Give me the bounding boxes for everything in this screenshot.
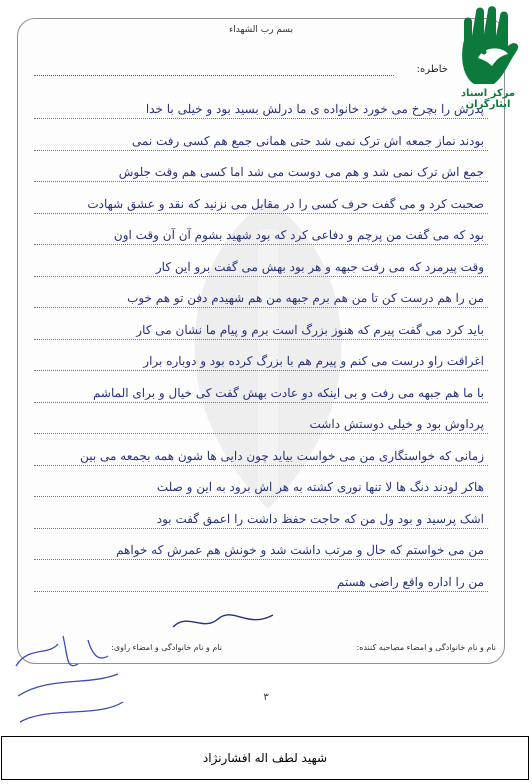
handwritten-line: وقت پیرمرد که می رفت جبهه و هر بود بهش می گفت برو این کار (155, 259, 484, 274)
handwritten-line: صحبت کرد و می گفت حرف کسی را در مقابل می نزنید که نقد و عشق شهادت (87, 196, 484, 211)
memory-field-dotted-line (34, 75, 394, 76)
handwritten-line: پدرش را بچرخ می خورد خانواده ی ما درلش بسید بود و خیلی با خدا (145, 102, 484, 116)
handwritten-line: بود که می گفت من پرچم و دفاعی کرد که بود شهید بشوم آن آن وقت اون (113, 228, 484, 242)
interviewer-signature-icon (168, 607, 278, 637)
handwritten-line: بودند نماز جمعه اش ترک نمی شد حتی همانی جمع هم کسی رفت نمی (131, 133, 484, 148)
handwritten-line: هاکر لودند دنگ ها لا تنها نوری کشته به هر اش برود به این و صلت (156, 480, 484, 494)
dotted-line (34, 276, 488, 277)
dotted-line (34, 402, 488, 403)
dotted-line (34, 150, 488, 151)
dotted-line (34, 339, 488, 340)
handwritten-line: من را هم درست کن تا من هم برم جبهه من هم شهیدم دفن تو هم خوب (127, 291, 484, 305)
dotted-line (34, 213, 488, 214)
dotted-line (34, 591, 488, 592)
handwritten-line: جمع اش ترک نمی شد و هم می دوست می شد اما کسی هم وقت جلوش (118, 165, 484, 179)
dotted-line (34, 528, 488, 529)
dotted-line (34, 559, 488, 560)
handwritten-line: اغراقت راو درست می کنم و پیرم هم با بزرگ کرده بود و دوباره برار (143, 354, 484, 368)
dotted-line (34, 433, 488, 434)
dotted-line (34, 181, 488, 182)
handwritten-line: زمانی که خواستگاری من می خواست بیاید چون دایی ها شون همه بجمعه می بین (80, 448, 484, 463)
dotted-line (34, 307, 488, 308)
dotted-line (34, 118, 488, 119)
handwritten-line: با ما هم جبهه می رفت و بی اینکه دو عادت بهش گفت کی خیال و برای الماشم (92, 385, 484, 400)
logo-hand-dove-icon (454, 6, 524, 88)
handwritten-line: من می خواستم که حال و مرتب داشت شد و خونش هم عمرش که خواهم (116, 543, 484, 557)
dotted-line (34, 370, 488, 371)
handwritten-line: پرداوش بود و خیلی دوستش داشت (309, 417, 484, 431)
caption-box (1, 736, 529, 780)
form-header-basmala: بسم رب الشهداء (229, 25, 293, 35)
handwritten-line: باید کرد می گفت پیرم که هنوز بزرگ است برم و پیام ما نشان می کار (136, 322, 484, 337)
memory-field-label: خاطره: (416, 64, 448, 75)
handwritten-line: من را اداره واقع راضی هستم (336, 574, 484, 589)
narrator-signature-label: نام و نام خانوادگی و امضاء راوی: (111, 643, 222, 652)
dotted-line (34, 465, 488, 466)
page-number: ۳ (263, 692, 269, 703)
narrator-signature-icon (8, 626, 128, 736)
caption-title: شهید لطف اله افشارنژاد (202, 751, 328, 765)
memory-form-sheet (17, 18, 505, 664)
interviewer-signature-label: نام و نام خانوادگی و امضاء مصاحبه کننده: (356, 643, 496, 652)
dotted-line (34, 496, 488, 497)
handwritten-line: اشک پرسید و بود ول من که حاجت حفظ داشت را اعمق گفت بود (156, 511, 484, 526)
logo-text: مرکز اسناد ایثارگران (460, 88, 516, 110)
dotted-line (34, 244, 488, 245)
